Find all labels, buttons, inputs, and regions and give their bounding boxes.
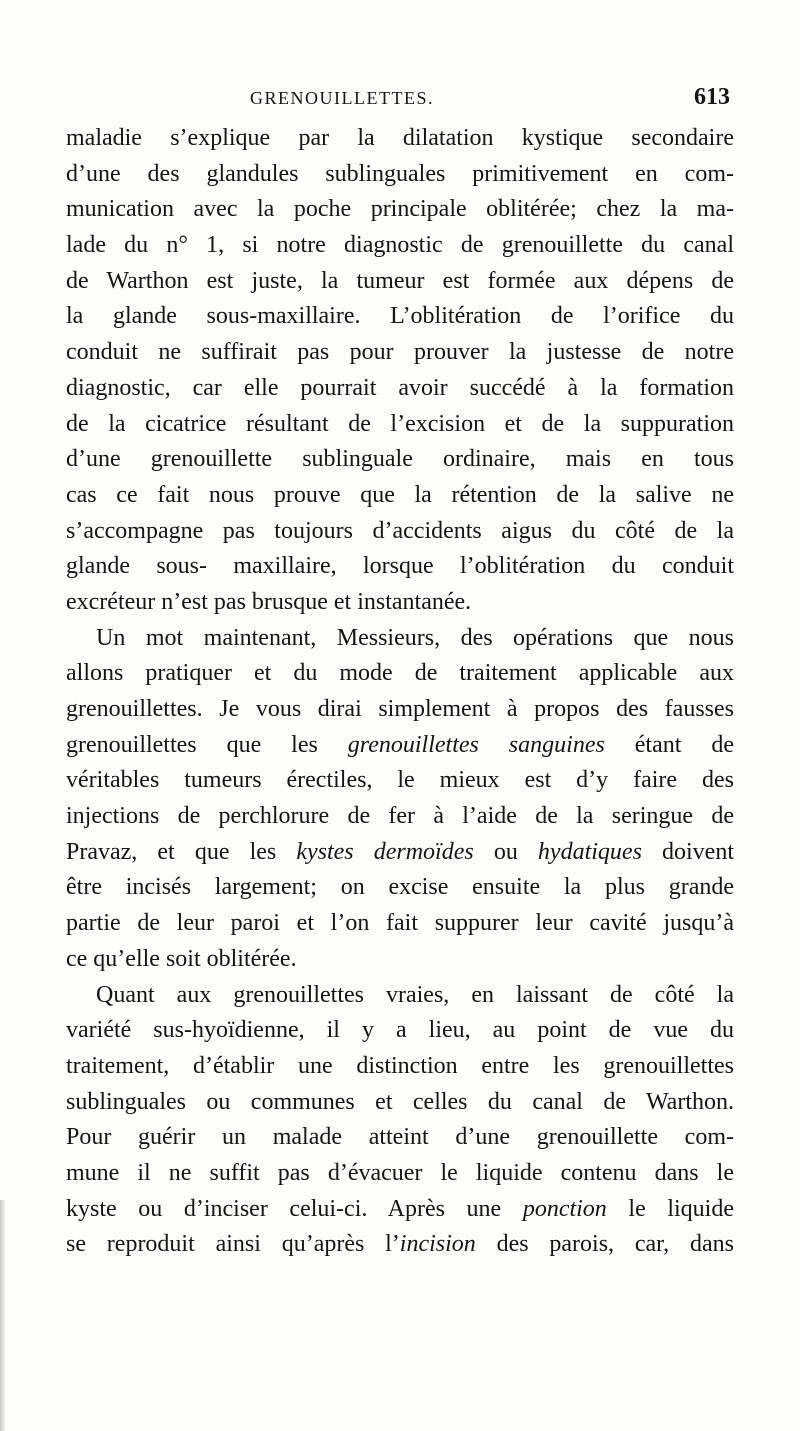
text-line: cas ce fait nous prouve que la rétention de la salive ne — [66, 481, 734, 508]
text-line — [66, 1227, 734, 1263]
italic-term: hydatiques — [537, 838, 642, 865]
text-run: le liquide — [606, 1195, 734, 1222]
text-line: allons pratiquer et du mode de traitement applicable aux — [66, 660, 734, 687]
text-run: kyste ou d’inciser celui-ci. Après une — [66, 1195, 523, 1222]
running-title: GRENOUILLETTES. — [250, 88, 434, 108]
page-edge-shadow — [0, 1200, 6, 1431]
running-head — [250, 84, 730, 112]
text-line: véritables tumeurs érectiles, le mieux est d’y faire des — [66, 767, 734, 794]
text-line: la glande sous-maxillaire. L’oblitération de l’orifice du — [66, 303, 734, 330]
text-line: Pour guérir un malade atteint d’une grenouillette com- — [66, 1124, 734, 1151]
text-line: s’accompagne pas toujours d’accidents aigus du côté de la — [66, 517, 734, 544]
text-run: doivent — [641, 838, 734, 865]
text-line: sublinguales ou communes et celles du canal de Warthon. — [66, 1088, 734, 1115]
italic-term: incision — [399, 1231, 476, 1258]
text-line: traitement, d’établir une distinction entre les grenouillettes — [66, 1052, 734, 1079]
text-line: Quant aux grenouillettes vraies, en laissant de côté la — [96, 981, 734, 1008]
text-line: Un mot maintenant, Messieurs, des opérations que nous — [96, 624, 734, 651]
text-line: partie de leur paroi et l’on fait suppurer leur cavité jusqu’à — [66, 910, 734, 937]
text-line: de Warthon est juste, la tumeur est formée aux dépens de — [66, 267, 734, 294]
text-line: diagnostic, car elle pourrait avoir succédé à la formation — [66, 374, 734, 401]
text-run: se reproduit ainsi qu’après l’ — [66, 1231, 400, 1258]
text-line: lade du n° 1, si notre diagnostic de grenouillette du canal — [66, 232, 734, 259]
text-line — [66, 1192, 734, 1228]
text-line: d’une des glandules sublinguales primitivement en com- — [66, 160, 734, 187]
text-line: ce qu’elle soit oblitérée. — [66, 945, 297, 972]
italic-term: ponction — [522, 1195, 607, 1222]
text-run: ou — [473, 838, 538, 865]
text-line: excréteur n’est pas brusque et instantanée. — [66, 588, 472, 615]
text-line: d’une grenouillette sublinguale ordinaire, mais en tous — [66, 446, 734, 473]
body-text — [66, 121, 734, 1263]
text-line — [66, 835, 734, 871]
italic-term: grenouillettes sanguines — [347, 731, 605, 758]
text-line: mune il ne suffit pas d’évacuer le liquide contenu dans le — [66, 1159, 734, 1186]
text-line: maladie s’explique par la dilatation kystique secondaire — [66, 125, 734, 151]
text-run: étant de — [604, 731, 734, 758]
italic-term: kystes dermoïdes — [296, 838, 474, 865]
text-line: grenouillettes. Je vous dirai simplement à propos des fausses — [66, 696, 734, 722]
text-line: variété sus-hyoïdienne, il y a lieu, au point de vue du — [66, 1017, 734, 1044]
text-line: conduit ne suffirait pas pour prouver la justesse de notre — [66, 339, 734, 366]
page-number: 613 — [694, 84, 730, 110]
text-line: être incisés largement; on excise ensuite la plus grande — [66, 874, 734, 901]
text-line: glande sous- maxillaire, lorsque l’oblitération du conduit — [66, 553, 734, 580]
text-run: Pravaz, et que les — [66, 838, 297, 865]
text-line — [66, 728, 734, 764]
text-line: de la cicatrice résultant de l’excision et de la suppuration — [66, 410, 734, 437]
text-run: des parois, car, dans — [475, 1231, 734, 1258]
text-line: munication avec la poche principale oblitérée; chez la ma- — [66, 196, 734, 223]
text-line: injections de perchlorure de fer à l’aide de la seringue de — [66, 803, 734, 830]
text-run: grenouillettes que les — [66, 731, 348, 758]
